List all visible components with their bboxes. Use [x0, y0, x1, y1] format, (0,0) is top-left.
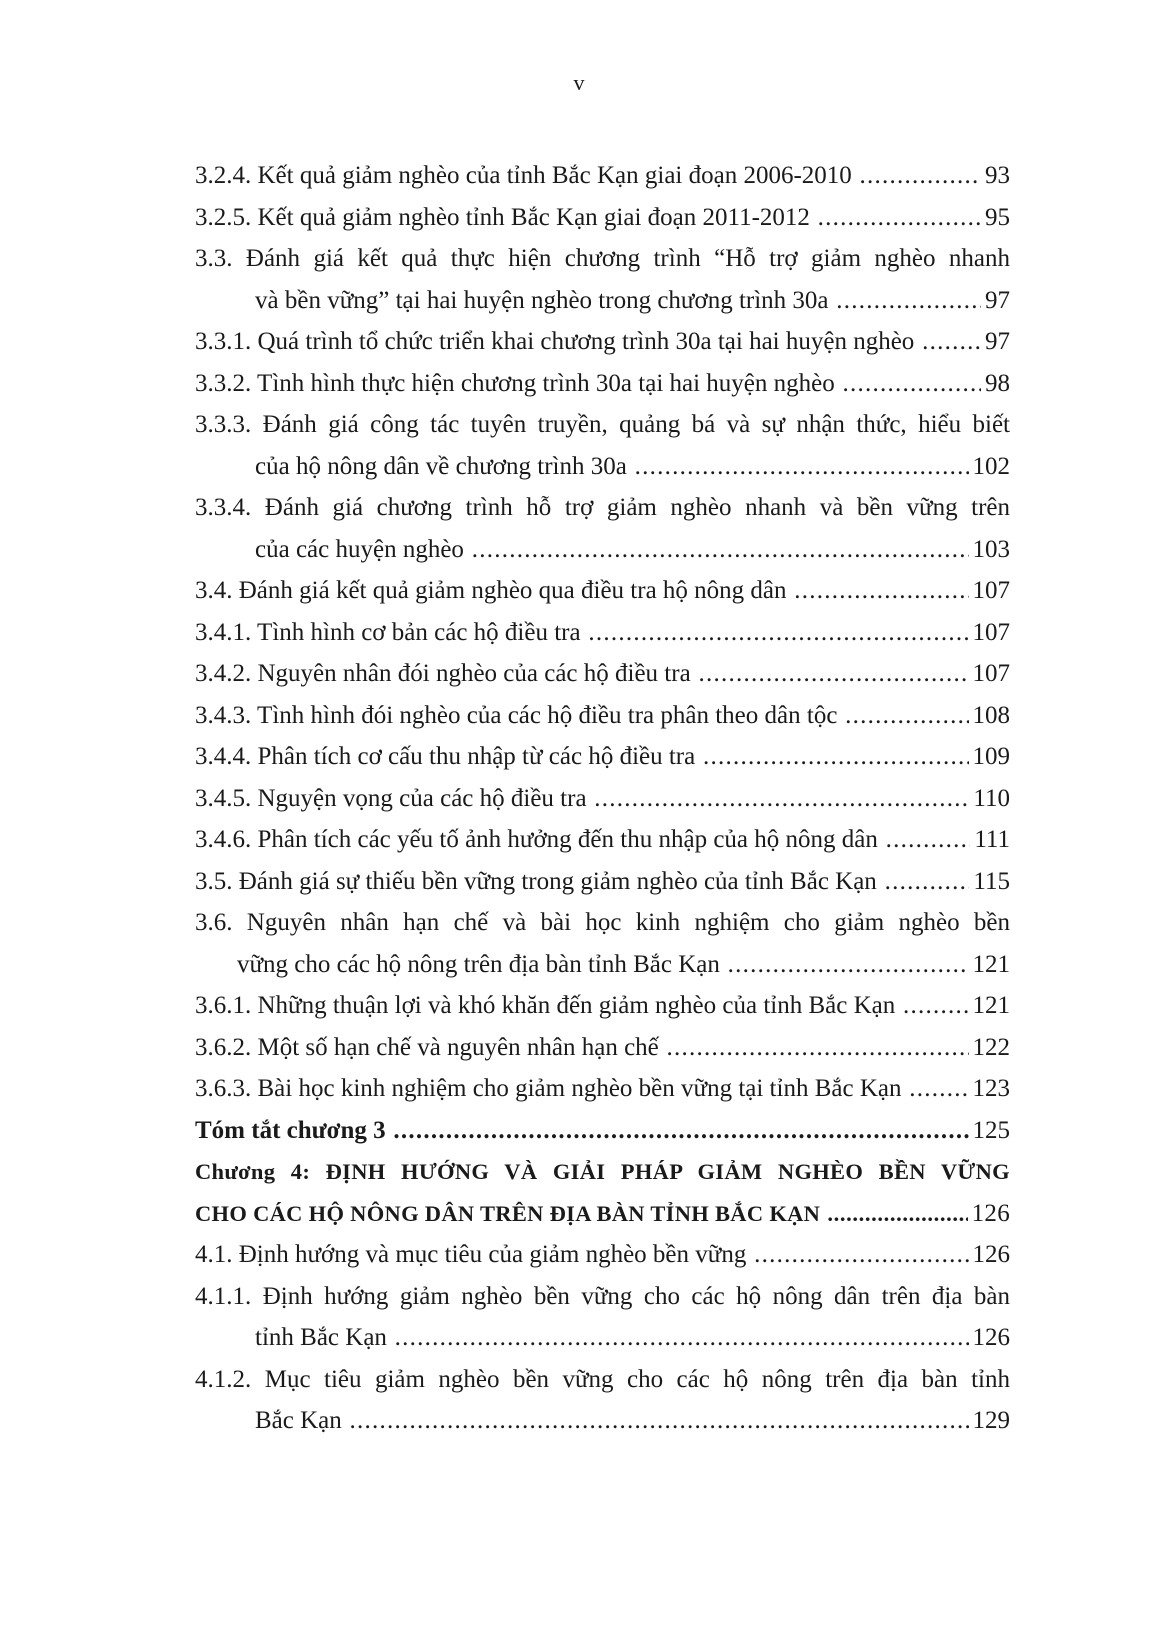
toc-entry-page: 107 [969, 570, 1011, 612]
toc-entry-title: 3.3.1. Quá trình tổ chức triển khai chương trình 30a tại hai huyện nghèo [195, 328, 918, 355]
toc-entry[interactable] [0, 819, 1158, 861]
toc-entry[interactable] [0, 321, 1158, 363]
toc-entry-continuation[interactable] [0, 446, 1158, 488]
toc-entry-page: 121 [969, 985, 1011, 1027]
toc-entry-continuation[interactable] [0, 1317, 1158, 1359]
toc-entry-title: 4.1. Định hướng và mục tiêu của giảm nghèo bền vững [195, 1241, 750, 1268]
toc-entry[interactable] [0, 778, 1158, 820]
toc-entry[interactable] [0, 197, 1158, 239]
toc-entry-title: 3.4.3. Tình hình đói nghèo của các hộ điều tra phân theo dân tộc [195, 702, 841, 729]
toc-entry[interactable] [0, 902, 1158, 944]
toc-entry-page: 115 [969, 861, 1010, 903]
toc-entry-title: 3.6. Nguyên nhân hạn chế và bài học kinh nghiệm cho giảm nghèo bền [195, 909, 1010, 936]
page-number: v [573, 70, 585, 95]
toc-entry-page: 111 [970, 819, 1010, 861]
toc-entry-chapter[interactable] [0, 1151, 1158, 1193]
toc-entry-title: 3.3. Đánh giá kết quả thực hiện chương trình “Hỗ trợ giảm nghèo nhanh [195, 245, 1010, 272]
toc-entry[interactable] [0, 985, 1158, 1027]
toc-entry-title-cont: CHO CÁC HỘ NÔNG DÂN TRÊN ĐỊA BÀN TỈNH BẮC KẠN [195, 1201, 824, 1226]
toc-entry[interactable] [0, 1068, 1158, 1110]
toc-entry-title: 4.1.1. Định hướng giảm nghèo bền vững cho các hộ nông dân trên địa bàn [195, 1282, 1010, 1310]
toc-entry-title: 3.2.4. Kết quả giảm nghèo của tỉnh Bắc Kạn giai đoạn 2006-2010 [195, 162, 856, 189]
toc-entry-page: 107 [969, 612, 1011, 654]
toc-entry-continuation[interactable] [0, 944, 1158, 986]
toc-entry-title-cont: tỉnh Bắc Kạn [255, 1324, 391, 1351]
toc-entry[interactable] [0, 695, 1158, 737]
toc-entry-title: 3.4.2. Nguyên nhân đói nghèo của các hộ điều tra [195, 660, 695, 687]
toc-entry-page: 123 [969, 1068, 1011, 1110]
toc-entry-page: 97 [981, 321, 1010, 363]
toc-entry-title: 4.1.2. Mục tiêu giảm nghèo bền vững cho các hộ nông trên địa bàn tỉnh [195, 1365, 1010, 1393]
toc-entry[interactable] [0, 570, 1158, 612]
toc-entry[interactable] [0, 155, 1158, 197]
toc-entry-page: 108 [969, 695, 1011, 737]
toc-entry[interactable] [0, 653, 1158, 695]
toc-entry-page: 95 [981, 197, 1010, 239]
toc-entry[interactable] [0, 1234, 1158, 1276]
toc-entry-page: 98 [981, 363, 1010, 405]
toc-entry-title: 3.3.4. Đánh giá chương trình hỗ trợ giảm nghèo nhanh và bền vững trên [195, 494, 1010, 521]
toc-entry-title-cont: và bền vững” tại hai huyện nghèo trong chương trình 30a [255, 287, 833, 314]
toc-entry[interactable] [0, 1359, 1158, 1401]
toc-entry-title: 3.2.5. Kết quả giảm nghèo tỉnh Bắc Kạn giai đoạn 2011-2012 [195, 204, 814, 231]
toc-entry-title: 3.6.3. Bài học kinh nghiệm cho giảm nghèo bền vững tại tỉnh Bắc Kạn [195, 1075, 905, 1102]
toc-entry[interactable] [0, 861, 1158, 903]
toc-entry[interactable] [0, 1027, 1158, 1069]
toc-entry-title: 3.3.3. Đánh giá công tác tuyên truyền, quảng bá và sự nhận thức, hiểu biết [195, 411, 1010, 438]
toc-entry-title: 3.4. Đánh giá kết quả giảm nghèo qua điều tra hộ nông dân [195, 577, 791, 604]
toc-entry[interactable] [0, 487, 1158, 529]
toc-entry-title-cont: của các huyện nghèo [255, 536, 468, 563]
table-of-contents [0, 155, 1158, 1442]
toc-entry-page: 129 [969, 1400, 1011, 1442]
toc-entry-title: Chương 4: ĐỊNH HƯỚNG VÀ GIẢI PHÁP GIẢM NGHÈO BỀN VỮNG [195, 1159, 1010, 1184]
toc-entry-page: 122 [969, 1027, 1011, 1069]
toc-entry-page: 107 [969, 653, 1011, 695]
toc-entry[interactable] [0, 612, 1158, 654]
toc-entry-title: 3.4.6. Phân tích các yếu tố ảnh hưởng đến thu nhập của hộ nông dân [195, 826, 882, 853]
toc-entry-chapter-continuation[interactable] [0, 1193, 1158, 1235]
toc-entry-page: 93 [981, 155, 1010, 197]
toc-entry[interactable] [0, 736, 1158, 778]
toc-entry[interactable] [0, 1276, 1158, 1318]
toc-entry-title-cont: vững cho các hộ nông trên địa bàn tỉnh Bắc Kạn [237, 951, 724, 978]
toc-entry-summary[interactable] [0, 1110, 1158, 1152]
toc-entry-continuation[interactable] [0, 529, 1158, 571]
toc-entry-page: 126 [969, 1234, 1011, 1276]
toc-entry-page: 97 [981, 280, 1010, 322]
toc-entry[interactable] [0, 363, 1158, 405]
toc-entry[interactable] [0, 238, 1158, 280]
toc-entry-title: 3.6.2. Một số hạn chế và nguyên nhân hạn chế [195, 1034, 663, 1061]
toc-entry-page: 121 [969, 944, 1011, 986]
toc-entry-title: 3.3.2. Tình hình thực hiện chương trình 30a tại hai huyện nghèo [195, 370, 839, 397]
toc-entry-page: 125 [969, 1110, 1011, 1152]
toc-entry-title: 3.4.1. Tình hình cơ bản các hộ điều tra [195, 619, 585, 646]
toc-entry-page: 102 [969, 446, 1011, 488]
toc-entry-title: 3.6.1. Những thuận lợi và khó khăn đến giảm nghèo của tỉnh Bắc Kạn [195, 992, 899, 1019]
toc-entry-page: 110 [969, 778, 1010, 820]
toc-entry-page: 126 [968, 1193, 1010, 1235]
toc-entry-page: 103 [969, 529, 1011, 571]
toc-entry-continuation[interactable] [0, 1400, 1158, 1442]
toc-entry-title: Tóm tắt chương 3 [195, 1117, 390, 1144]
toc-entry-title-cont: của hộ nông dân về chương trình 30a [255, 453, 631, 480]
toc-entry-page: 109 [969, 736, 1011, 778]
toc-entry[interactable] [0, 404, 1158, 446]
toc-entry-title: 3.5. Đánh giá sự thiếu bền vững trong giảm nghèo của tỉnh Bắc Kạn [195, 868, 881, 895]
toc-entry-title: 3.4.5. Nguyện vọng của các hộ điều tra [195, 785, 591, 812]
toc-entry-title: 3.4.4. Phân tích cơ cấu thu nhập từ các hộ điều tra [195, 743, 699, 770]
toc-entry-page: 126 [969, 1317, 1011, 1359]
toc-entry-continuation[interactable] [0, 280, 1158, 322]
toc-entry-title-cont: Bắc Kạn [255, 1407, 346, 1434]
